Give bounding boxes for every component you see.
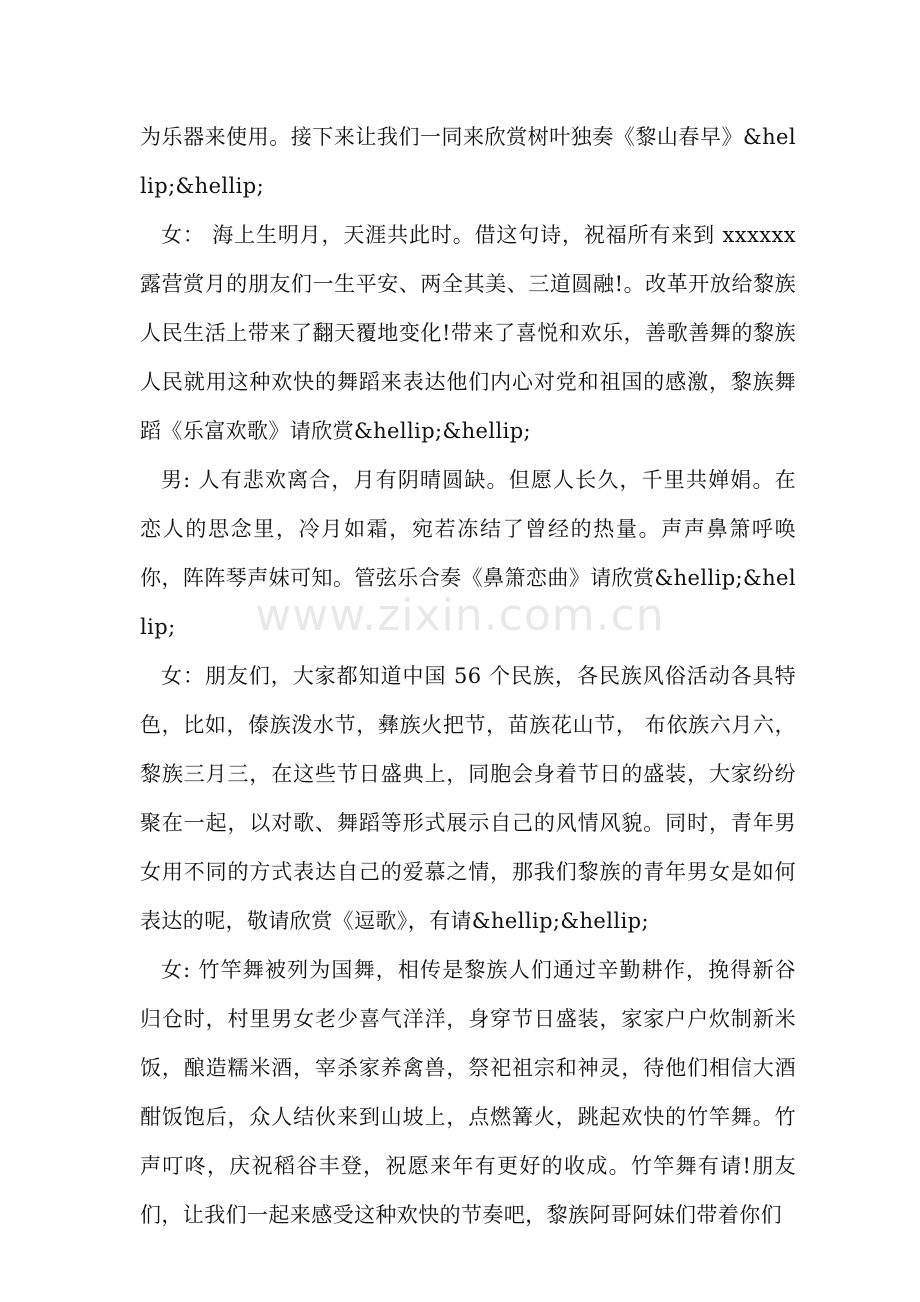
paragraph-5: 女: 竹竿舞被列为国舞，相传是黎族人们通过辛勤耕作，挽得新谷归仓时，村里男女老少喜气洋洋，身穿节日盛装，家家户户炊制新米饭，酿造糯米酒，宰杀家养禽兽，祭祀祖宗和神灵，待他们相信大酒酣饭饱后，众人结伙来到山坡上，点燃篝火，跳起欢快的竹竿舞。竹声叮咚，庆祝稻谷丰登，祝愿来年有更好的收成。竹竿舞有请!朋友们，让我们一起来感受这种欢快的节奏吧，黎族阿哥阿妹们带着你们 [140, 958, 796, 1227]
paragraph-1: 为乐器来使用。接下来让我们一同来欣赏树叶独奏《黎山春早》&hellip;&hellip; [140, 125, 796, 198]
watermark-text: www.zixin.com.cn [255, 590, 665, 641]
paragraph-2: 女： 海上生明月，天涯共此时。借这句诗，祝福所有来到 xxxxxx 露营赏月的朋友们一生平安、两全其美、三道圆融!。改革开放给黎族人民生活上带来了翻天覆地变化!带来了喜悦和欢乐，善歌善舞的黎族人民就用这种欢快的舞蹈来表达他们内心对党和祖国的感激，黎族舞蹈《乐富欢歌》请欣赏&hellip;&hellip; [140, 223, 796, 443]
document-body [140, 113, 796, 1240]
paragraph-4: 女：朋友们，大家都知道中国 56 个民族，各民族风俗活动各具特色，比如，傣族泼水节，彝族火把节，苗族花山节， 布依族六月六，黎族三月三，在这些节日盛典上，同胞会身着节日的盛装，大家纷纷聚在一起，以对歌、舞蹈等形式展示自己的风情风貌。同时，青年男女用不同的方式表达自己的爱慕之情，那我们黎族的青年男女是如何表达的呢，敬请欣赏《逗歌》，有请&hellip;&hellip; [140, 664, 796, 933]
paragraph-3: 男: 人有悲欢离合，月有阴晴圆缺。但愿人长久，千里共婵娟。在恋人的思念里，冷月如霜，宛若冻结了曾经的热量。声声鼻箫呼唤你，阵阵琴声妹可知。管弦乐合奏《鼻箫恋曲》请欣赏&hellip;&hellip; [140, 468, 796, 639]
